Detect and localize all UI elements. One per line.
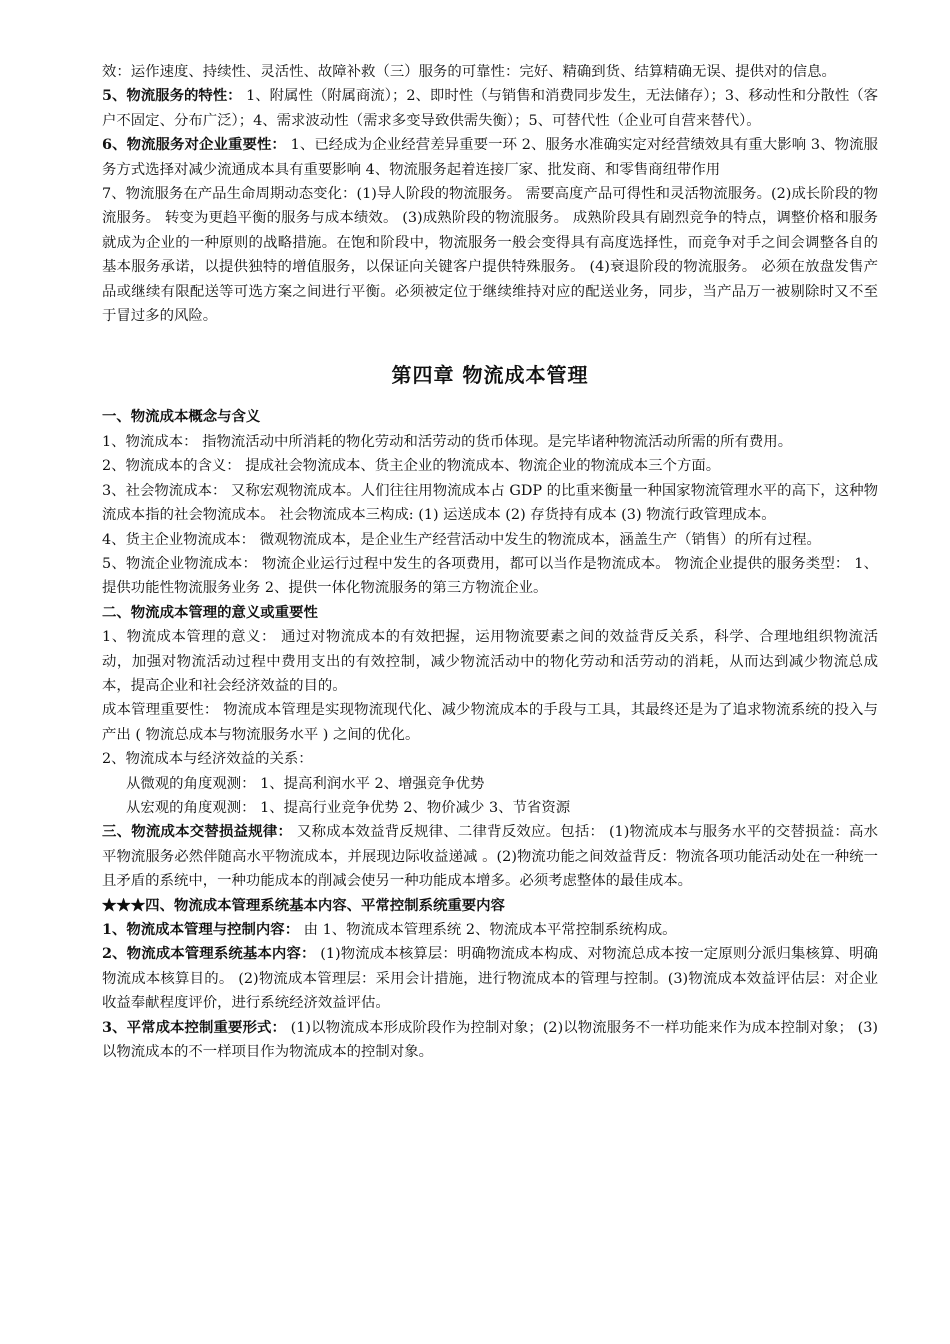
chapter-title: 第四章 物流成本管理 bbox=[391, 363, 589, 388]
paragraph-text: 1、已经成为企业经营差异重要一环 2、服务水准确实定对经营绩效具有重大影响 3、物流服务方式选择对减少流通成本具有重要影响 4、物流服务起着连接厂家、批发商、和零售商纽带作用 bbox=[102, 137, 878, 178]
heading-label: 5、物流服务的特性： bbox=[102, 87, 242, 105]
item-economic-relation: 2、物流成本与经济效益的关系： bbox=[102, 751, 313, 768]
paragraph-text: 1、附属性（附属商流）；2、即时性（与销售和消费同步发生，无法储存）；3、移动性和分散性（客户不固定、分布广泛）；4、需求波动性（需求多变导致供需失衡）；5、可替代性（企业可自营来替代）。 bbox=[102, 88, 879, 129]
heading-label: 1、物流成本管理与控制内容： bbox=[102, 921, 300, 938]
paragraph-service-reliability: 效：运作速度、持续性、灵活性、故障补救（三）服务的可靠性：完好、精确到货、结算精确无误、提供对的信息。 bbox=[102, 64, 836, 80]
paragraph-text: 由 1、物流成本管理系统 2、物流成本平常控制系统构成。 bbox=[299, 922, 677, 938]
paragraph-service-importance bbox=[102, 133, 878, 182]
heading-label: 2、物流成本管理系统基本内容： bbox=[102, 945, 316, 963]
section-heading-4: ★★★四、物流成本管理系统基本内容、平常控制系统重要内容 bbox=[102, 896, 505, 914]
heading-label: 三、物流成本交替损益规律： bbox=[102, 823, 293, 841]
heading-label: 3、平常成本控制重要形式： bbox=[102, 1018, 286, 1036]
item-logistics-cost: 1、物流成本： 指物流活动中所消耗的物化劳动和活劳动的货币体现。是完毕诸种物流活动所需的所有费用。 bbox=[102, 433, 793, 450]
item-management-meaning: 1、物流成本管理的意义： 通过对物流成本的有效把握，运用物流要素之间的效益背反关系，科学、合理地组织物流活动，加强对物流活动过程中费用支出的有效控制，减少物流活动中的物化劳动和活劳动的消耗，从而达到减少物流总成本，提高企业和社会经济效益的目的。 bbox=[102, 629, 878, 694]
item-cost-meaning: 2、物流成本的含义： 提成社会物流成本、货主企业的物流成本、物流企业的物流成本三个方面。 bbox=[102, 458, 721, 475]
heading-label: 6、物流服务对企业重要性： bbox=[102, 136, 286, 154]
item-macro-view: 从宏观的角度观测： 1、提高行业竞争优势 2、物价减少 3、节省资源 bbox=[126, 799, 571, 816]
section-heading-2: 二、物流成本管理的意义或重要性 bbox=[102, 603, 318, 621]
paragraph-text: (1)物流成本核算层：明确物流成本构成、对物流总成本按一定原则分派归集核算、明确物流成本核算目的。 (2)物流成本管理层：采用会计措施，进行物流成本的管理与控制。(3)物流成本效益评估层：对企业收益奉献程度评价，进行系统经济效益评估。 bbox=[102, 946, 879, 1012]
item-management-control bbox=[102, 918, 878, 942]
item-social-cost: 3、社会物流成本： 又称宏观物流成本。人们往往用物流成本占 GDP 的比重来衡量一种国家物流管理水平的高下，这种物流成本指的社会物流成本。 社会物流成本三构成: (1) 运送成本 (2) 存货持有成本 (3) 物流行政管理成本。 bbox=[102, 482, 878, 524]
paragraph-text: 又称成本效益背反规律、二律背反效应。包括： (1)物流成本与服务水平的交替损益：高水平物流服务必然伴随高水平物流成本，并展现边际收益递减 。(2)物流功能之间效益背反：物流各项功能活动处在一种统一且矛盾的系统中，一种功能成本的削减会使另一种功能成本增多。必须考虑整体的最佳成本。 bbox=[102, 824, 878, 890]
paragraph-service-characteristics bbox=[102, 84, 878, 133]
item-enterprise-cost: 5、物流企业物流成本： 物流企业运行过程中发生的各项费用，都可以当作是物流成本。 物流企业提供的服务类型： 1、提供功能性物流服务业务 2、提供一体化物流服务的第三方物流企业。 bbox=[102, 555, 878, 597]
section-heading-1: 一、物流成本概念与含义 bbox=[102, 408, 261, 426]
paragraph-lifecycle: 7、物流服务在产品生命周期动态变化：(1)导人阶段的物流服务。 需要高度产品可得性和灵活物流服务。(2)成长阶段的物流服务。 转变为更趋平衡的服务与成本绩效。 (3)成熟阶段的物流服务。 成熟阶段具有剧烈竞争的特点，调整价格和服务就成为企业的一种原则的战略措施。在饱和阶段中，物流服务一般会变得具有高度选择性，而竞争对手之间会调整各自的基本服务承诺，以提供独特的增值服务，以保证向关键客户提供特殊服务。 (4)衰退阶段的物流服务。 必须在放盘发售产品或继续有限配送等可选方案之间进行平衡。必须被定位于继续维持对应的配送业务，同步，当产品万一被剔除时又不至于冒过多的风险。 bbox=[102, 186, 878, 325]
item-control-forms bbox=[102, 1016, 878, 1065]
item-system-content bbox=[102, 942, 878, 1015]
item-management-importance: 成本管理重要性： 物流成本管理是实现物流现代化、减少物流成本的手段与工具，其最终还是为了追求物流系统的投入与产出 ( 物流总成本与物流服务水平 ) 之间的优化。 bbox=[102, 702, 878, 743]
item-shipper-cost: 4、货主企业物流成本： 微观物流成本，是企业生产经营活动中发生的物流成本，涵盖生产（销售）的所有过程。 bbox=[102, 531, 821, 548]
item-micro-view: 从微观的角度观测： 1、提高利润水平 2、增强竞争优势 bbox=[126, 775, 485, 792]
paragraph-text: (1)以物流成本形成阶段作为控制对象；(2)以物流服务不一样功能来作为成本控制对象； (3)以物流成本的不一样项目作为物流成本的控制对象。 bbox=[102, 1019, 879, 1061]
section-trade-off bbox=[102, 820, 878, 893]
